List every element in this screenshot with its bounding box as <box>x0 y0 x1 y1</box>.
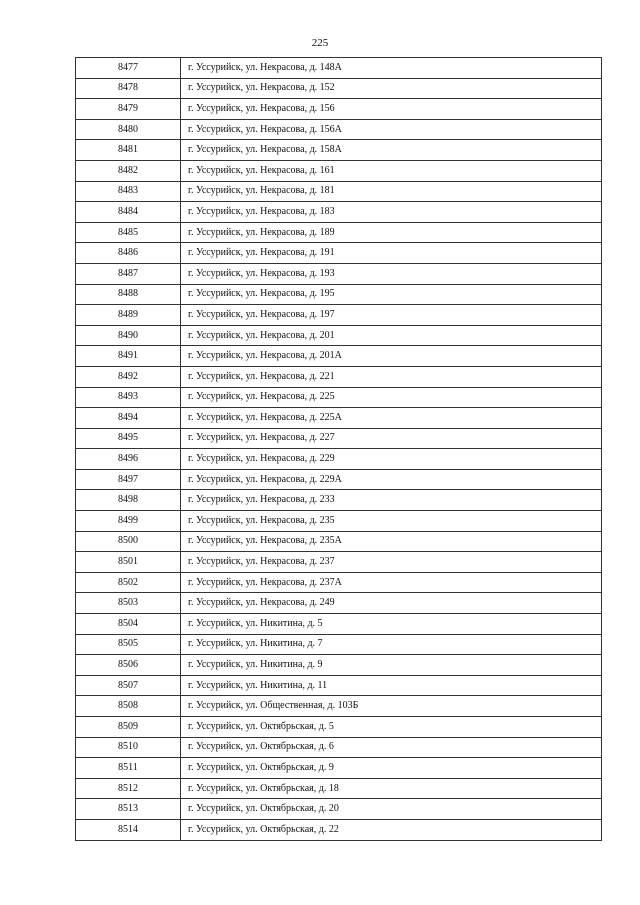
row-number-cell: 8483 <box>76 181 181 202</box>
row-number-cell: 8484 <box>76 202 181 223</box>
table-row <box>76 758 602 779</box>
table-row <box>76 202 602 223</box>
row-number-cell: 8496 <box>76 449 181 470</box>
row-number-cell: 8482 <box>76 160 181 181</box>
address-cell: г. Уссурийск, ул. Некрасова, д. 237 <box>181 552 602 573</box>
table-row <box>76 490 602 511</box>
table-row <box>76 634 602 655</box>
address-table-body <box>76 58 602 841</box>
address-cell: г. Уссурийск, ул. Некрасова, д. 148А <box>181 58 602 79</box>
table-row <box>76 717 602 738</box>
row-number-cell: 8479 <box>76 99 181 120</box>
row-number-cell: 8498 <box>76 490 181 511</box>
row-number-cell: 8478 <box>76 78 181 99</box>
table-row <box>76 222 602 243</box>
address-cell: г. Уссурийск, ул. Некрасова, д. 156 <box>181 99 602 120</box>
row-number-cell: 8481 <box>76 140 181 161</box>
table-row <box>76 263 602 284</box>
table-row <box>76 511 602 532</box>
address-cell: г. Уссурийск, ул. Октябрьская, д. 20 <box>181 799 602 820</box>
address-cell: г. Уссурийск, ул. Некрасова, д. 229 <box>181 449 602 470</box>
address-cell: г. Уссурийск, ул. Общественная, д. 103Б <box>181 696 602 717</box>
address-cell: г. Уссурийск, ул. Некрасова, д. 235 <box>181 511 602 532</box>
table-row <box>76 78 602 99</box>
row-number-cell: 8513 <box>76 799 181 820</box>
address-cell: г. Уссурийск, ул. Октябрьская, д. 22 <box>181 819 602 840</box>
address-cell: г. Уссурийск, ул. Октябрьская, д. 5 <box>181 717 602 738</box>
row-number-cell: 8505 <box>76 634 181 655</box>
row-number-cell: 8514 <box>76 819 181 840</box>
row-number-cell: 8489 <box>76 305 181 326</box>
table-row <box>76 572 602 593</box>
address-cell: г. Уссурийск, ул. Некрасова, д. 156А <box>181 119 602 140</box>
row-number-cell: 8510 <box>76 737 181 758</box>
table-row <box>76 325 602 346</box>
row-number-cell: 8487 <box>76 263 181 284</box>
address-cell: г. Уссурийск, ул. Никитина, д. 9 <box>181 655 602 676</box>
row-number-cell: 8507 <box>76 675 181 696</box>
table-row <box>76 140 602 161</box>
row-number-cell: 8492 <box>76 366 181 387</box>
address-cell: г. Уссурийск, ул. Некрасова, д. 201А <box>181 346 602 367</box>
table-row <box>76 552 602 573</box>
address-cell: г. Уссурийск, ул. Никитина, д. 7 <box>181 634 602 655</box>
address-cell: г. Уссурийск, ул. Некрасова, д. 161 <box>181 160 602 181</box>
row-number-cell: 8497 <box>76 469 181 490</box>
table-row <box>76 346 602 367</box>
address-cell: г. Уссурийск, ул. Некрасова, д. 235А <box>181 531 602 552</box>
row-number-cell: 8501 <box>76 552 181 573</box>
table-row <box>76 243 602 264</box>
address-cell: г. Уссурийск, ул. Никитина, д. 11 <box>181 675 602 696</box>
table-row <box>76 737 602 758</box>
address-cell: г. Уссурийск, ул. Некрасова, д. 201 <box>181 325 602 346</box>
address-cell: г. Уссурийск, ул. Некрасова, д. 189 <box>181 222 602 243</box>
table-row <box>76 58 602 79</box>
row-number-cell: 8490 <box>76 325 181 346</box>
table-row <box>76 305 602 326</box>
table-row <box>76 449 602 470</box>
table-row <box>76 469 602 490</box>
address-cell: г. Уссурийск, ул. Октябрьская, д. 9 <box>181 758 602 779</box>
address-cell: г. Уссурийск, ул. Некрасова, д. 229А <box>181 469 602 490</box>
address-cell: г. Уссурийск, ул. Некрасова, д. 195 <box>181 284 602 305</box>
address-cell: г. Уссурийск, ул. Некрасова, д. 193 <box>181 263 602 284</box>
address-cell: г. Уссурийск, ул. Некрасова, д. 233 <box>181 490 602 511</box>
row-number-cell: 8506 <box>76 655 181 676</box>
row-number-cell: 8512 <box>76 778 181 799</box>
row-number-cell: 8488 <box>76 284 181 305</box>
row-number-cell: 8485 <box>76 222 181 243</box>
row-number-cell: 8511 <box>76 758 181 779</box>
row-number-cell: 8509 <box>76 717 181 738</box>
address-cell: г. Уссурийск, ул. Октябрьская, д. 6 <box>181 737 602 758</box>
table-row <box>76 655 602 676</box>
row-number-cell: 8493 <box>76 387 181 408</box>
row-number-cell: 8491 <box>76 346 181 367</box>
row-number-cell: 8503 <box>76 593 181 614</box>
table-row <box>76 119 602 140</box>
address-cell: г. Уссурийск, ул. Некрасова, д. 225 <box>181 387 602 408</box>
address-cell: г. Уссурийск, ул. Некрасова, д. 152 <box>181 78 602 99</box>
address-cell: г. Уссурийск, ул. Некрасова, д. 181 <box>181 181 602 202</box>
row-number-cell: 8502 <box>76 572 181 593</box>
address-cell: г. Уссурийск, ул. Некрасова, д. 183 <box>181 202 602 223</box>
row-number-cell: 8504 <box>76 614 181 635</box>
row-number-cell: 8508 <box>76 696 181 717</box>
table-row <box>76 160 602 181</box>
table-row <box>76 531 602 552</box>
address-table <box>75 57 602 841</box>
address-cell: г. Уссурийск, ул. Некрасова, д. 225А <box>181 408 602 429</box>
table-row <box>76 799 602 820</box>
row-number-cell: 8480 <box>76 119 181 140</box>
table-row <box>76 366 602 387</box>
row-number-cell: 8494 <box>76 408 181 429</box>
row-number-cell: 8486 <box>76 243 181 264</box>
row-number-cell: 8500 <box>76 531 181 552</box>
table-row <box>76 428 602 449</box>
address-cell: г. Уссурийск, ул. Некрасова, д. 249 <box>181 593 602 614</box>
table-row <box>76 284 602 305</box>
table-row <box>76 181 602 202</box>
row-number-cell: 8477 <box>76 58 181 79</box>
table-row <box>76 387 602 408</box>
address-cell: г. Уссурийск, ул. Некрасова, д. 197 <box>181 305 602 326</box>
row-number-cell: 8495 <box>76 428 181 449</box>
table-row <box>76 614 602 635</box>
row-number-cell: 8499 <box>76 511 181 532</box>
address-cell: г. Уссурийск, ул. Некрасова, д. 227 <box>181 428 602 449</box>
page-number: 225 <box>311 37 329 49</box>
address-cell: г. Уссурийск, ул. Октябрьская, д. 18 <box>181 778 602 799</box>
table-row <box>76 696 602 717</box>
address-cell: г. Уссурийск, ул. Никитина, д. 5 <box>181 614 602 635</box>
table-row <box>76 408 602 429</box>
address-cell: г. Уссурийск, ул. Некрасова, д. 237А <box>181 572 602 593</box>
address-cell: г. Уссурийск, ул. Некрасова, д. 191 <box>181 243 602 264</box>
table-row <box>76 99 602 120</box>
table-row <box>76 675 602 696</box>
table-row <box>76 593 602 614</box>
address-cell: г. Уссурийск, ул. Некрасова, д. 221 <box>181 366 602 387</box>
table-row <box>76 819 602 840</box>
address-cell: г. Уссурийск, ул. Некрасова, д. 158А <box>181 140 602 161</box>
table-row <box>76 778 602 799</box>
